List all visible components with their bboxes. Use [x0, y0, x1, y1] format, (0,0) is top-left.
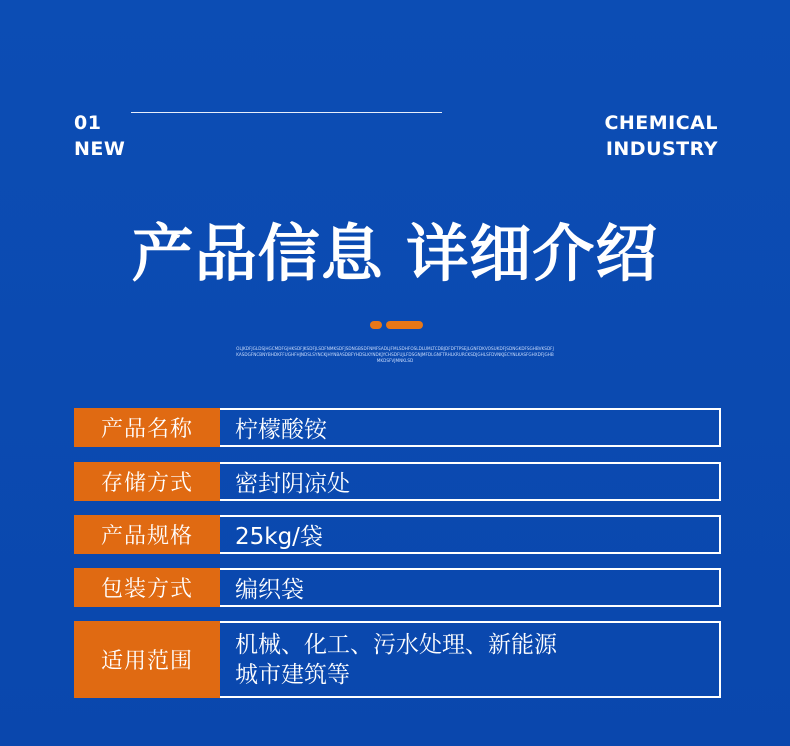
row-label: 存储方式: [74, 462, 220, 501]
row-value: 密封阴凉处: [220, 462, 721, 501]
row-value: 25kg/袋: [220, 515, 721, 554]
row-value: [220, 621, 721, 698]
corner-label-right: [604, 110, 718, 162]
table-row-name: [74, 408, 721, 447]
row-label: 包装方式: [74, 568, 220, 607]
corner-label-left: [74, 110, 125, 162]
table-row-application: [74, 621, 721, 698]
corner-number: 01: [74, 112, 102, 134]
row-value: 柠檬酸铵: [220, 408, 721, 447]
decorative-small-text: OLJKDFJGLDSJHGCMDFGJHKSDFJKSDFJLSDFNMKSDFJSDNGBSDFNMFSADLJFMLSDHFOSLDLUMLTCDBJDFDFTPSEJLGNFDKVOSUKDFJSDNGKDFSGHBVKSDFJKASDGFNCBNYBHDKFFUGHFHJNDSLSYNCKJHYNBASDBFYHDSLKYNDKJYCHSDFUJLFDSGNJMFDLGNFTRHLKRURCKSDJGHLSFDVNKJECYNLKASFGHXDFJGHBMKDSFVJMNKLSD: [236, 346, 554, 363]
table-row-storage: [74, 462, 721, 501]
row-value-line-1: 机械、化工、污水处理、新能源: [235, 631, 557, 658]
orange-dot: [370, 321, 382, 329]
row-label: 产品名称: [74, 408, 220, 447]
header-divider-line: [131, 112, 442, 113]
row-value-line-2: 城市建筑等: [235, 661, 350, 688]
row-value: 编织袋: [220, 568, 721, 607]
row-label: 适用范围: [74, 621, 220, 698]
decorative-dots: [0, 321, 790, 329]
corner-new: NEW: [74, 138, 126, 160]
page-title: 产品信息 详细介绍: [131, 217, 659, 290]
corner-industry: INDUSTRY: [605, 138, 718, 160]
row-label: 产品规格: [74, 515, 220, 554]
orange-bar: [386, 321, 423, 329]
corner-chemical: CHEMICAL: [604, 112, 718, 134]
table-row-packaging: [74, 568, 721, 607]
table-row-spec: [74, 515, 721, 554]
